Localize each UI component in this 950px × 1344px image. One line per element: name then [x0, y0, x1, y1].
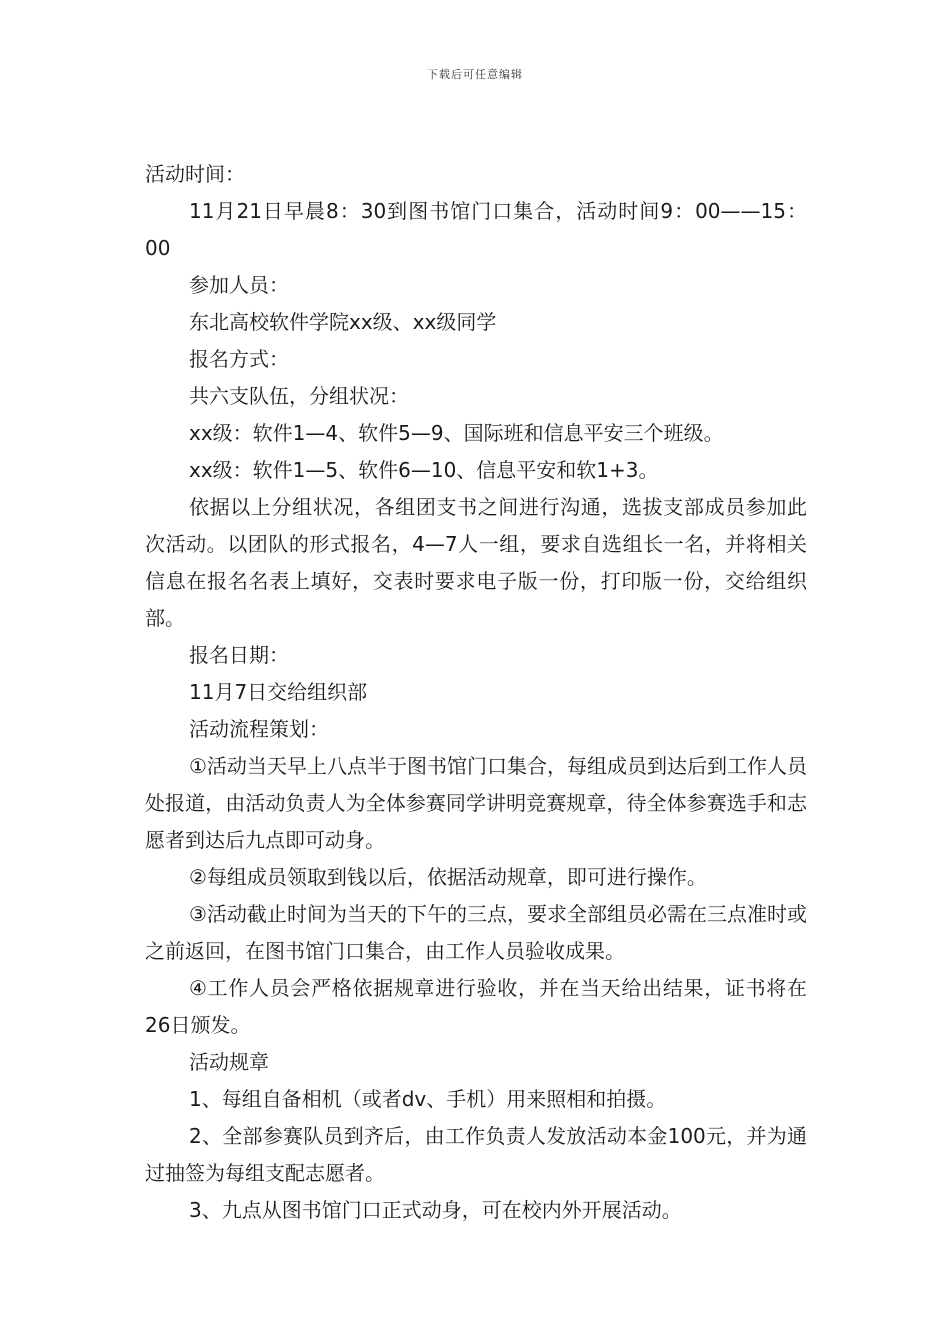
paragraph-registration-heading: 报名方式：	[189, 347, 289, 371]
paragraph-registration-details: 依据以上分组状况，各组团支书之间进行沟通，选拔支部成员参加此次活动。以团队的形式报名，4—7人一组，要求自选组长一名，并将相关信息在报名名表上填好，交表时要求电子版一份，打印版一份，交给组织部。	[145, 495, 807, 630]
page-header-note: 下载后可任意编辑	[427, 68, 523, 81]
paragraph-process-heading: 活动流程策划：	[189, 717, 329, 741]
paragraph-rule-3: 3、九点从图书馆门口正式动身，可在校内外开展活动。	[189, 1198, 682, 1222]
paragraph-participants-heading: 参加人员：	[189, 273, 289, 297]
paragraph-rules-heading: 活动规章	[189, 1050, 269, 1074]
paragraph-process-step-2: ②每组成员领取到钱以后，依据活动规章，即可进行操作。	[189, 865, 707, 889]
paragraph-activity-time-heading: 活动时间：	[145, 162, 245, 186]
paragraph-participants: 东北高校软件学院xx级、xx级同学	[189, 310, 497, 334]
paragraph-group-one: xx级：软件1—4、软件5—9、国际班和信息平安三个班级。	[189, 421, 724, 445]
paragraph-rule-1: 1、每组自备相机（或者dv、手机）用来照相和拍摄。	[189, 1087, 667, 1111]
paragraph-registration-date: 11月7日交给组织部	[189, 680, 368, 704]
document-body	[145, 156, 807, 1229]
paragraph-activity-time: 11月21日早晨8：30到图书馆门口集合，活动时间9：00——15：00	[145, 199, 807, 260]
paragraph-rule-2: 2、全部参赛队员到齐后，由工作负责人发放活动本金100元，并为通过抽签为每组支配志愿者。	[145, 1124, 807, 1185]
paragraph-process-step-3: ③活动截止时间为当天的下午的三点，要求全部组员必需在三点准时或之前返回，在图书馆门口集合，由工作人员验收成果。	[145, 902, 807, 963]
paragraph-registration-date-heading: 报名日期：	[189, 643, 289, 667]
paragraph-process-step-1: ①活动当天早上八点半于图书馆门口集合，每组成员到达后到工作人员处报道，由活动负责人为全体参赛同学讲明竞赛规章，待全体参赛选手和志愿者到达后九点即可动身。	[145, 754, 807, 852]
paragraph-group-two: xx级：软件1—5、软件6—10、信息平安和软1+3。	[189, 458, 659, 482]
paragraph-teams: 共六支队伍，分组状况：	[189, 384, 409, 408]
paragraph-process-step-4: ④工作人员会严格依据规章进行验收，并在当天给出结果，证书将在26日颁发。	[145, 976, 807, 1037]
